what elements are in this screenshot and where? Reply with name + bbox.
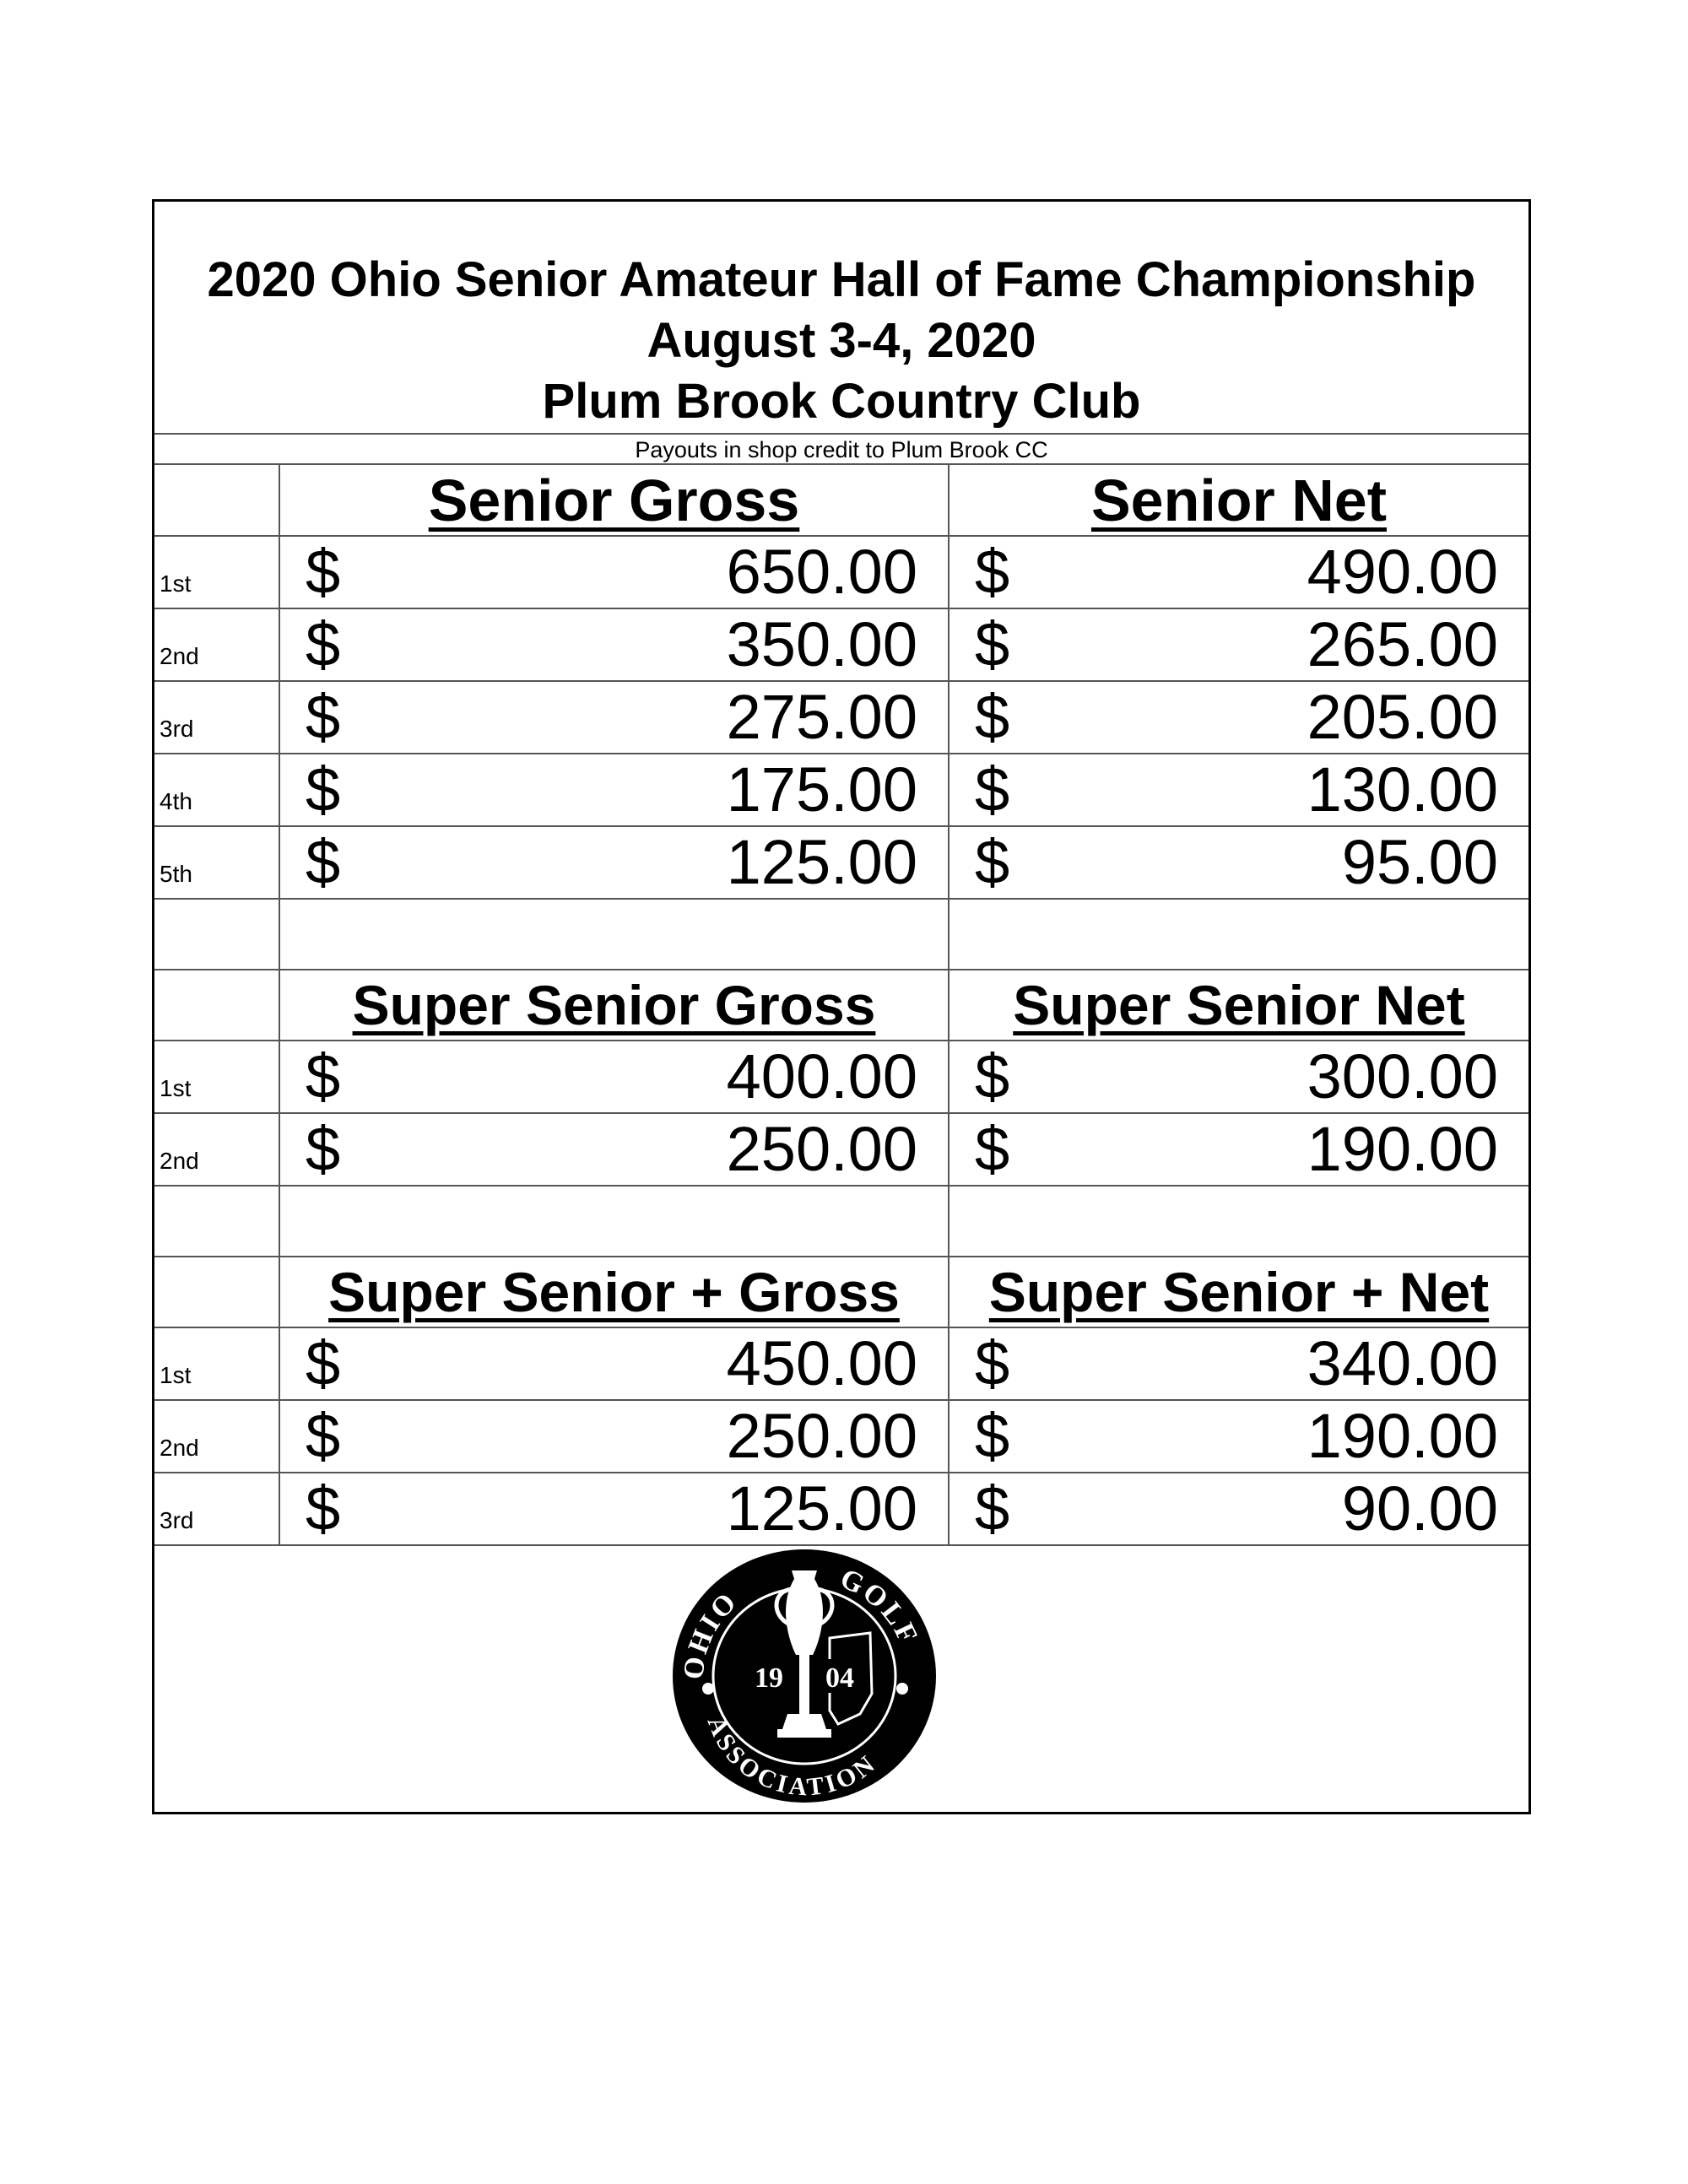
table-row <box>154 826 1528 899</box>
net-amount: 95.00 <box>1341 827 1498 897</box>
currency-symbol: $ <box>975 682 1010 752</box>
gross-amount: 650.00 <box>726 537 917 607</box>
section-header-row <box>154 465 1528 536</box>
payout-table <box>154 465 1528 1546</box>
gross-amount: 275.00 <box>726 682 917 752</box>
gross-amount: 350.00 <box>726 609 917 679</box>
net-amount: 190.00 <box>1307 1114 1498 1184</box>
event-title: 2020 Ohio Senior Amateur Hall of Fame Championship <box>207 252 1476 307</box>
logo-year-left: 19 <box>755 1662 783 1694</box>
section-gross-title: Super Senior + Gross <box>328 1261 900 1323</box>
logo-text-top-left: OHIO <box>678 1585 744 1681</box>
event-venue: Plum Brook Country Club <box>542 374 1141 429</box>
section-header-row <box>154 970 1528 1041</box>
section-net-title: Senior Net <box>1090 467 1388 533</box>
currency-symbol: $ <box>306 609 341 679</box>
gross-amount: 125.00 <box>726 1473 917 1543</box>
ohio-golf-association-logo <box>669 1545 939 1807</box>
currency-symbol: $ <box>306 827 341 897</box>
logo-text-top-right: GOLF <box>835 1562 924 1651</box>
place-label: 1st <box>154 1041 279 1113</box>
section-gross-title: Senior Gross <box>428 467 800 533</box>
section-net-title: Super Senior Net <box>1013 974 1465 1036</box>
place-label: 4th <box>154 754 279 826</box>
table-row <box>154 1041 1528 1113</box>
section-net-title: Super Senior + Net <box>988 1261 1490 1323</box>
currency-symbol: $ <box>306 537 341 607</box>
section-header-row <box>154 1257 1528 1327</box>
net-amount: 300.00 <box>1307 1041 1498 1111</box>
table-row <box>154 536 1528 608</box>
currency-symbol: $ <box>975 1041 1010 1111</box>
payout-sheet <box>152 199 1531 1814</box>
currency-symbol: $ <box>975 1328 1010 1398</box>
gross-amount: 250.00 <box>726 1401 917 1471</box>
place-label: 1st <box>154 536 279 608</box>
table-row <box>154 608 1528 681</box>
net-amount: 490.00 <box>1307 537 1498 607</box>
place-label: 2nd <box>154 1113 279 1186</box>
net-amount: 190.00 <box>1307 1401 1498 1471</box>
gross-amount: 175.00 <box>726 754 917 824</box>
logo-area <box>154 1543 1528 1814</box>
spacer-row <box>154 1186 1528 1257</box>
spacer-row <box>154 899 1528 970</box>
currency-symbol: $ <box>975 537 1010 607</box>
net-amount: 90.00 <box>1341 1473 1498 1543</box>
table-row <box>154 1113 1528 1186</box>
table-row <box>154 1400 1528 1473</box>
currency-symbol: $ <box>306 1401 341 1471</box>
net-amount: 130.00 <box>1307 754 1498 824</box>
logo-text-bottom: ASSOCIATION <box>701 1712 883 1802</box>
currency-symbol: $ <box>306 1473 341 1543</box>
currency-symbol: $ <box>306 1114 341 1184</box>
section-gross-title: Super Senior Gross <box>352 974 876 1036</box>
net-amount: 205.00 <box>1307 682 1498 752</box>
table-row <box>154 754 1528 826</box>
currency-symbol: $ <box>975 1114 1010 1184</box>
event-dates: August 3-4, 2020 <box>647 313 1036 368</box>
table-row <box>154 1473 1528 1545</box>
currency-symbol: $ <box>975 1473 1010 1543</box>
currency-symbol: $ <box>306 754 341 824</box>
gross-amount: 450.00 <box>726 1328 917 1398</box>
gross-amount: 400.00 <box>726 1041 917 1111</box>
place-label: 2nd <box>154 1400 279 1473</box>
table-row <box>154 681 1528 754</box>
currency-symbol: $ <box>306 1328 341 1398</box>
place-label: 5th <box>154 826 279 899</box>
currency-symbol: $ <box>306 682 341 752</box>
place-label: 2nd <box>154 608 279 681</box>
currency-symbol: $ <box>975 827 1010 897</box>
net-amount: 265.00 <box>1307 609 1498 679</box>
gross-amount: 125.00 <box>726 827 917 897</box>
table-row <box>154 1327 1528 1400</box>
currency-symbol: $ <box>306 1041 341 1111</box>
currency-symbol: $ <box>975 754 1010 824</box>
logo-year-right: 04 <box>825 1662 854 1694</box>
place-label: 3rd <box>154 681 279 754</box>
sheet-header <box>154 202 1528 435</box>
payout-note: Payouts in shop credit to Plum Brook CC <box>154 435 1528 465</box>
currency-symbol: $ <box>975 609 1010 679</box>
place-label: 3rd <box>154 1473 279 1545</box>
net-amount: 340.00 <box>1307 1328 1498 1398</box>
gross-amount: 250.00 <box>726 1114 917 1184</box>
currency-symbol: $ <box>975 1401 1010 1471</box>
place-label: 1st <box>154 1327 279 1400</box>
